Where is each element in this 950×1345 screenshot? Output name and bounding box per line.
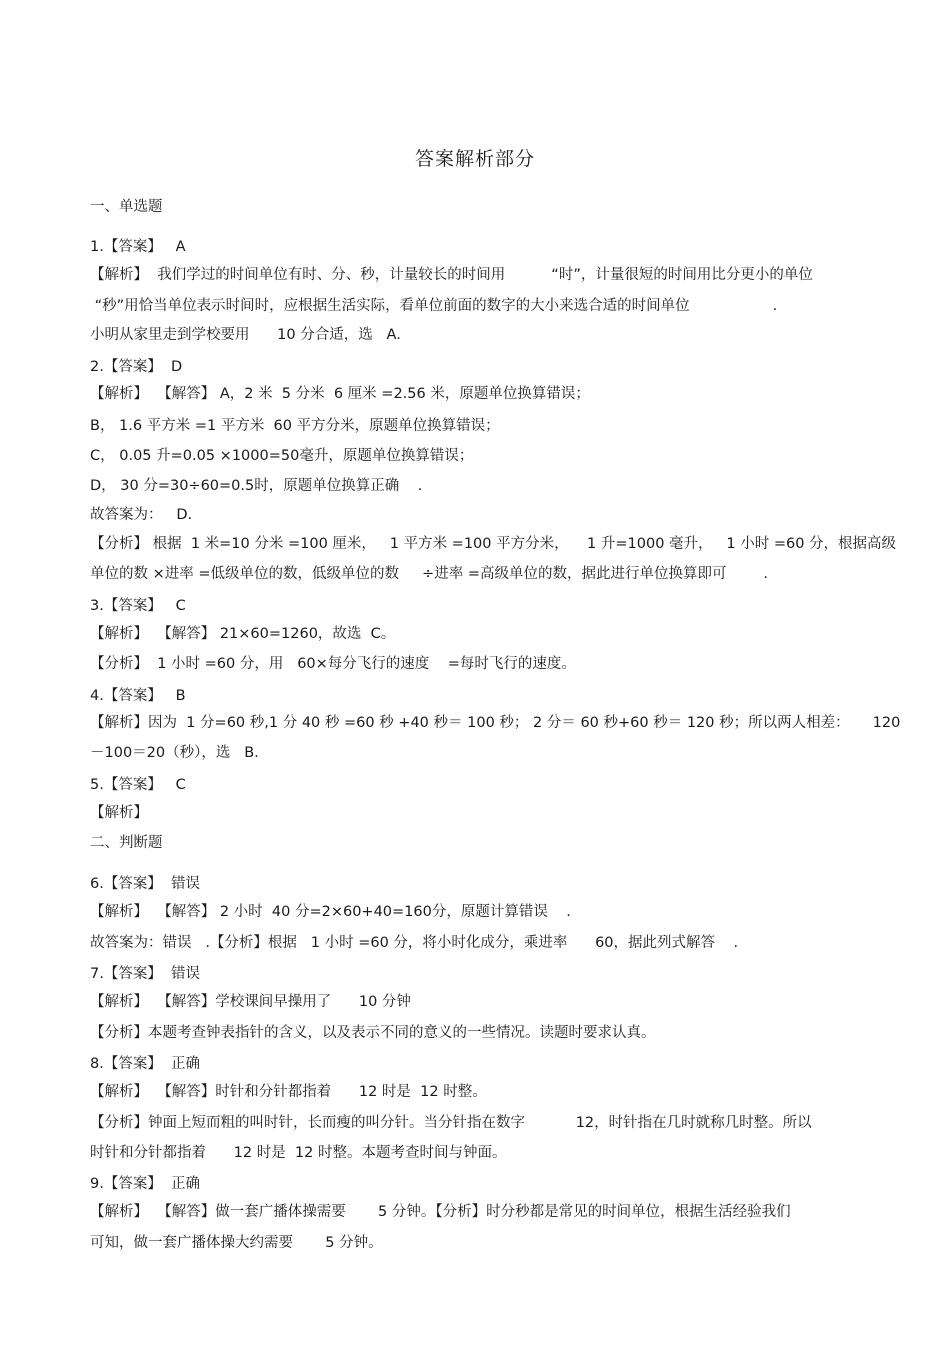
analysis-line: 【分析】 1 小时 =60 分，用 60×每分飞行的速度 =每时飞行的速度。: [90, 656, 576, 672]
analysis-line: 时针和分针都指着 12 时是 12 时整。本题考查时间与钟面。: [90, 1145, 507, 1161]
analysis-line: 【解析】 【解答】做一套广播体操需要 5 分钟。【分析】时分秒都是常见的时间单位，根据生活经验我们: [90, 1204, 791, 1220]
analysis-line: “秒”用恰当单位表示时间时，应根据生活实际，看单位前面的数字的大小来选合适的时间单位 .: [90, 298, 778, 314]
analysis-line: 故答案为：错误 .【分析】根据 1 小时 =60 分，将小时化成分，乘进率 60，据此列式解答 .: [90, 935, 739, 951]
answer-line: 9.【答案】 正确: [90, 1176, 201, 1192]
section-heading: 二、判断题: [90, 835, 163, 851]
analysis-line: B， 1.6 平方米 =1 平方米 60 平方分米，原题单位换算错误；: [90, 418, 500, 434]
analysis-line: 【解析】 【解答】学校课间早操用了 10 分钟: [90, 994, 411, 1010]
analysis-line: C， 0.05 升=0.05 ×1000=50毫升，原题单位换算错误；: [90, 448, 474, 464]
answer-line: 8.【答案】 正确: [90, 1056, 201, 1072]
analysis-line: 【解析】因为 1 分=60 秒,1 分 40 秒 =60 秒 +40 秒＝ 100 秒； 2 分＝ 60 秒+60 秒＝ 120 秒；所以两人相差： 120: [90, 715, 901, 731]
analysis-line: －100＝20（秒），选 B.: [90, 745, 259, 761]
answer-line: 2.【答案】 D: [90, 359, 183, 375]
analysis-line: 【分析】 根据 1 米=10 分米 =100 厘米， 1 平方米 =100 平方分米， 1 升=1000 毫升， 1 小时 =60 分，根据高级: [90, 536, 897, 552]
analysis-line: 【解析】 我们学过的时间单位有时、分、秒，计量较长的时间用 “时”，计量很短的时间用比分更小的单位: [90, 267, 813, 283]
analysis-line: 故答案为： D.: [90, 507, 193, 523]
analysis-line: 【解析】: [90, 805, 148, 821]
answer-line: 7.【答案】 错误: [90, 966, 201, 982]
analysis-line: 小明从家里走到学校要用 10 分合适，选 A.: [90, 327, 401, 343]
analysis-line: D， 30 分=30÷60=0.5时，原题单位换算正确 .: [90, 478, 423, 494]
answer-line: 4.【答案】 B: [90, 688, 186, 704]
analysis-line: 可知，做一套广播体操大约需要 5 分钟。: [90, 1235, 383, 1251]
page-title: 答案解析部分: [414, 148, 535, 170]
analysis-line: 单位的数 ×进率 =低级单位的数，低级单位的数 ÷进率 =高级单位的数，据此进行单位换算即可 .: [90, 566, 768, 582]
analysis-line: 【解析】 【解答】时针和分针都指着 12 时是 12 时整。: [90, 1084, 487, 1100]
section-heading: 一、单选题: [90, 199, 163, 215]
answer-line: 1.【答案】 A: [90, 239, 186, 255]
analysis-line: 【解析】 【解答】 A，2 米 5 分米 6 厘米 =2.56 米，原题单位换算错误；: [90, 386, 590, 402]
answer-line: 6.【答案】 错误: [90, 876, 201, 892]
answer-line: 3.【答案】 C: [90, 598, 186, 614]
answer-line: 5.【答案】 C: [90, 777, 186, 793]
analysis-line: 【解析】 【解答】 2 小时 40 分=2×60+40=160分，原题计算错误 .: [90, 904, 571, 920]
analysis-line: 【分析】钟面上短而粗的叫时针，长而瘦的叫分针。当分针指在数字 12，时针指在几时就称几时整。所以: [90, 1115, 812, 1131]
analysis-line: 【分析】本题考查钟表指针的含义，以及表示不同的意义的一些情况。读题时要求认真。: [90, 1025, 656, 1041]
analysis-line: 【解析】 【解答】 21×60=1260，故选 C。: [90, 626, 396, 642]
